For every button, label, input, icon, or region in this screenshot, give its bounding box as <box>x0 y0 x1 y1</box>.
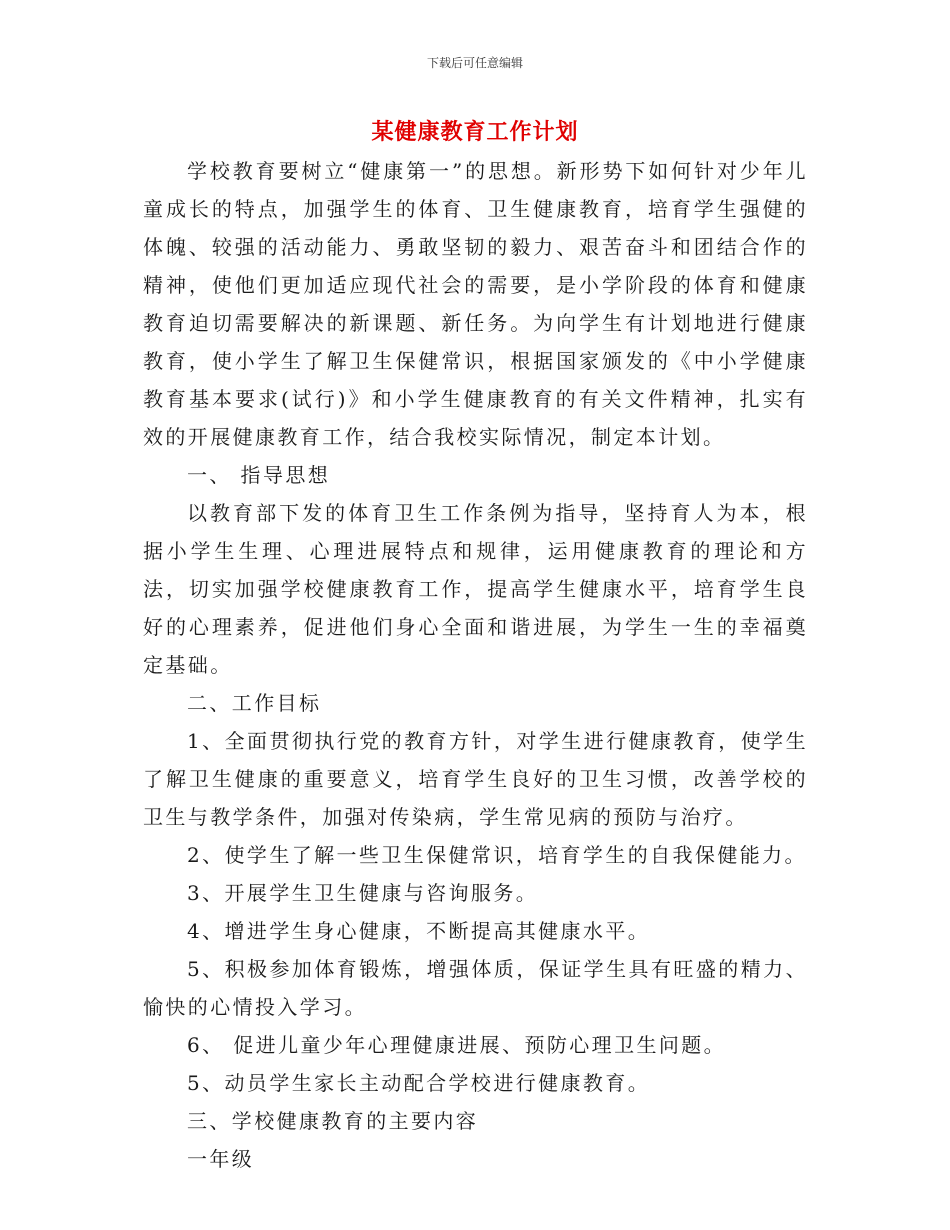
grade-heading: 一年级 <box>187 1147 255 1171</box>
section-heading-work-goals: 二、工作目标 <box>187 691 322 715</box>
document-body <box>143 152 808 1178</box>
goal-item-5: 5、积极参加体育锻炼，增强体质，保证学生具有旺盛的精力、愉快的心情投入学习。 <box>143 957 808 1019</box>
goal-item-4: 4、增进学生身心健康，不断提高其健康水平。 <box>187 919 651 943</box>
goal-item-2: 2、使学生了解一些卫生保健常识，培育学生的自我保健能力。 <box>187 843 807 867</box>
guiding-ideology-paragraph: 以教育部下发的体育卫生工作条例为指导，坚持育人为本，根据小学生生理、心理进展特点和规律，运用健康教育的理论和方法，切实加强学校健康教育工作，提高学生健康水平，培育学生良好的心理素养，促进他们身心全面和谐进展，为学生一生的幸福奠定基础。 <box>143 501 808 677</box>
goal-item-3: 3、开展学生卫生健康与咨询服务。 <box>187 881 539 905</box>
section-heading-guiding-ideology: 一、 指导思想 <box>187 463 331 487</box>
goal-item-1: 1、全面贯彻执行党的教育方针，对学生进行健康教育，使学生了解卫生健康的重要意义，培育学生良好的卫生习惯，改善学校的卫生与教学条件，加强对传染病，学生常见病的预防与治疗。 <box>143 729 808 829</box>
goal-item-7: 5、动员学生家长主动配合学校进行健康教育。 <box>187 1071 651 1095</box>
document-title: 某健康教育工作计划 <box>371 119 579 145</box>
intro-paragraph: 学校教育要树立“健康第一”的思想。新形势下如何针对少年儿童成长的特点，加强学生的体育、卫生健康教育，培育学生强健的体魄、较强的活动能力、勇敢坚韧的毅力、艰苦奋斗和团结合作的精神，使他们更加适应现代社会的需要，是小学阶段的体育和健康教育迫切需要解决的新课题、新任务。为向学生有计划地进行健康教育，使小学生了解卫生保健常识，根据国家颁发的《中小学健康教育基本要求(试行)》和小学生健康教育的有关文件精神，扎实有效的开展健康教育工作，结合我校实际情况，制定本计划。 <box>143 159 808 449</box>
section-heading-main-content: 三、学校健康教育的主要内容 <box>187 1109 479 1133</box>
page-header: 下载后可任意编辑 <box>426 56 523 70</box>
goal-item-6: 6、 促进儿童少年心理健康进展、预防心理卫生问题。 <box>187 1033 727 1057</box>
